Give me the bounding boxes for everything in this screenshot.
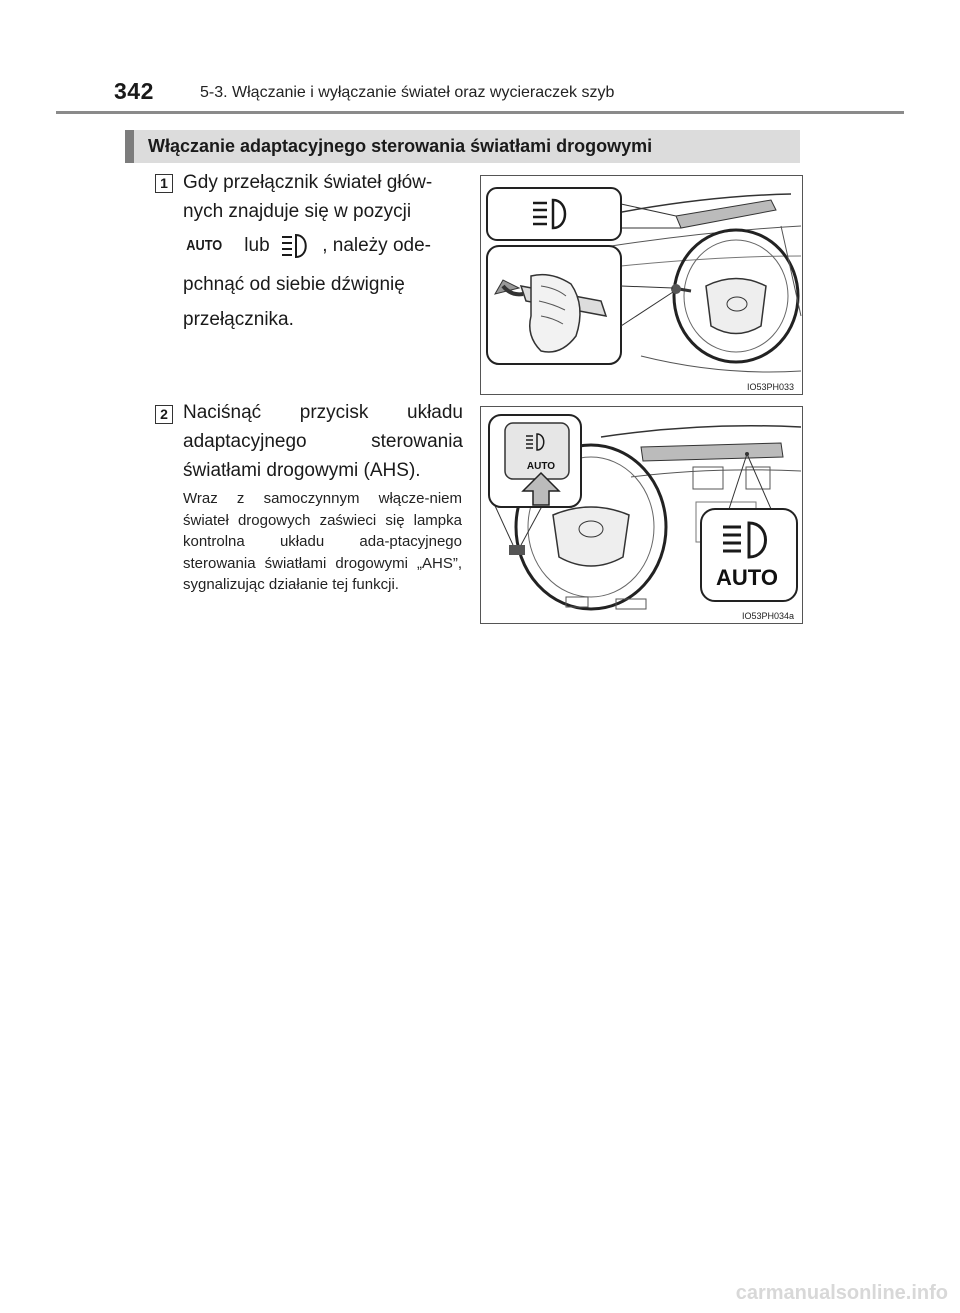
step-1-badge: 1 — [155, 174, 173, 193]
figure-2-illustration — [481, 407, 803, 624]
headlight-high-beam-icon — [279, 232, 313, 260]
button-auto-label: AUTO — [526, 461, 556, 472]
figure-1-code: IO53PH033 — [746, 382, 794, 392]
auto-label: AUTO — [186, 237, 223, 254]
section-heading-bar — [125, 130, 800, 163]
step-1-line-4: pchnąć od siebie dźwignię — [183, 274, 405, 295]
figure-1-illustration — [481, 176, 803, 395]
figure-1 — [480, 175, 803, 395]
figure-2-code: IO53PH034a — [741, 611, 794, 621]
lub-word: lub — [244, 235, 270, 257]
step-1-after-icon: , należy ode- — [322, 235, 431, 257]
step-1-line-5: przełącznika. — [183, 309, 294, 330]
indicator-auto-label: AUTO — [716, 565, 778, 590]
section-title: Włączanie adaptacyjnego sterowania światłami drogowymi — [148, 136, 653, 156]
step-1-line-2: nych znajduje się w pozycji — [183, 201, 412, 222]
running-header: 5-3. Włączanie i wyłączanie świateł oraz wycieraczek szyb — [200, 84, 615, 101]
step-1-line-3 — [183, 226, 463, 266]
watermark: carmanualsonline.info — [735, 1282, 948, 1304]
step-1-line-1: Gdy przełącznik świateł głów- — [183, 172, 433, 193]
step-2-note: Wraz z samoczynnym włącze-niem świateł drogowych zaświeci się lampka kontrolna układu ada-ptacyjnego sterowania światłami drogowymi „AHS”, sygnalizując działanie tej funkcji. — [183, 490, 462, 593]
figure-2 — [480, 406, 803, 624]
step-1-text — [183, 168, 463, 334]
page-number: 342 — [114, 78, 154, 104]
step-2-text: Naciśnąć przycisk układu adaptacyjnego sterowania światłami drogowymi (AHS). — [183, 402, 463, 481]
step-2-badge: 2 — [155, 405, 173, 424]
header-rule — [56, 111, 904, 114]
